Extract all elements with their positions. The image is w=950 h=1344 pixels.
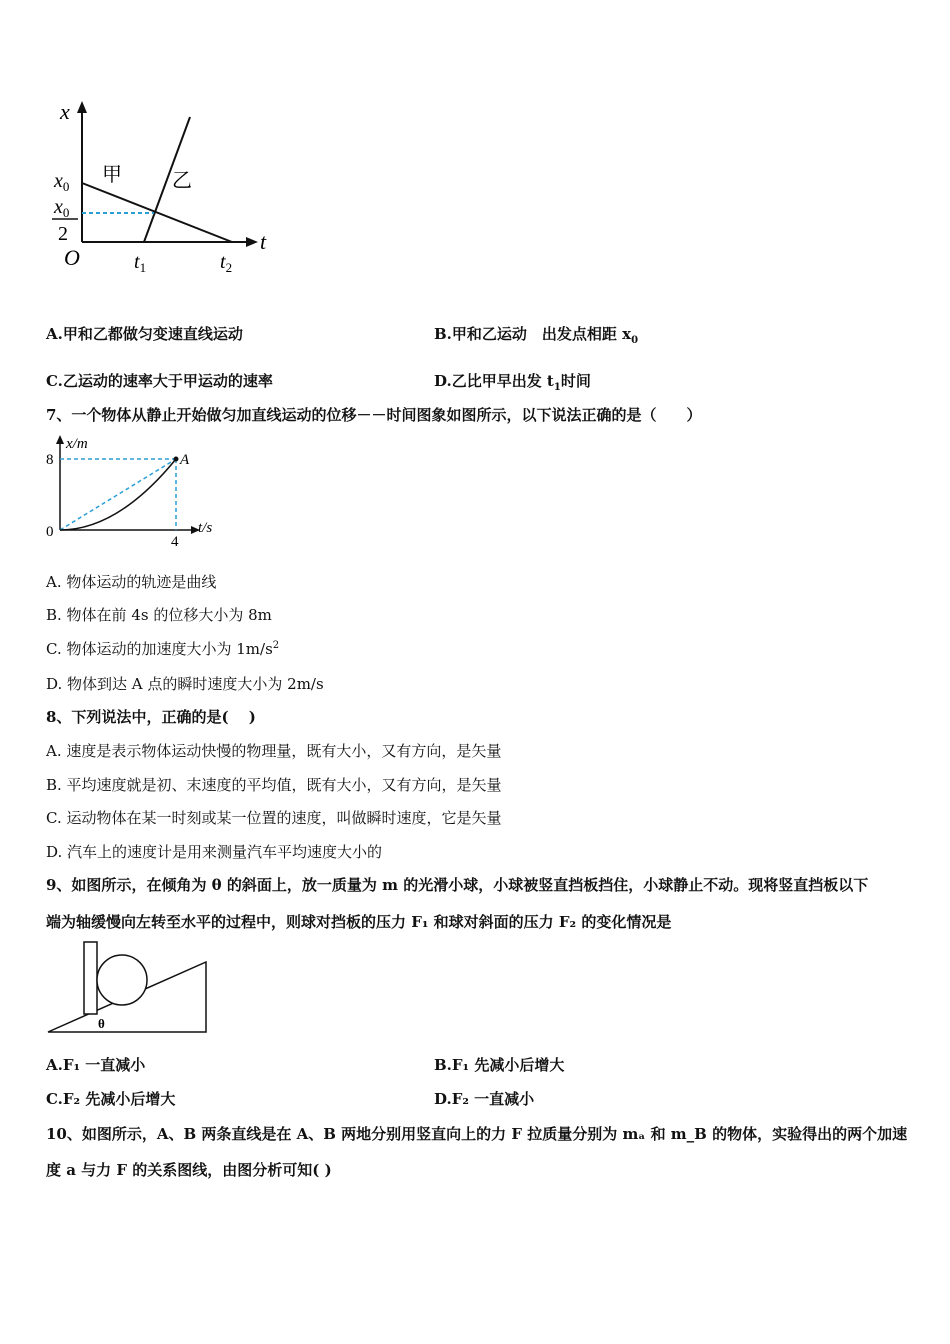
q9-option-b[interactable]: B.F₁ 先减小后增大	[434, 1056, 565, 1074]
half-x0-denominator: 2	[58, 223, 68, 245]
q7-y-axis-arrow	[56, 435, 64, 444]
q6-option-b[interactable]	[434, 323, 638, 346]
q6-option-d-pre: D.乙比甲早出发 t	[434, 372, 554, 390]
figure-incline-ball	[44, 938, 214, 1038]
q7-option-d[interactable]: D. 物体到达 A 点的瞬时速度大小为 2m/s	[46, 675, 324, 693]
q7-y-label: x/m	[66, 436, 88, 452]
q9-option-d[interactable]: D.F₂ 一直减小	[434, 1090, 535, 1108]
q8-option-d[interactable]: D. 汽车上的速度计是用来测量汽车平均速度大小的	[46, 843, 383, 861]
q6-option-b-text: B.甲和乙运动 出发点相距 x	[434, 325, 632, 343]
x-axis-arrow	[77, 101, 87, 113]
yi-label: 乙	[172, 170, 192, 192]
q9-option-a[interactable]: A.F₁ 一直减小	[46, 1056, 146, 1074]
figure-xt-graph	[40, 95, 290, 280]
figure-q7-xt-graph	[40, 432, 230, 552]
q7-guide-diagonal	[60, 459, 176, 530]
q7-stem: 7、一个物体从静止开始做匀加直线运动的位移－－时间图象如图所示，以下说法正确的是（ ）	[46, 406, 702, 424]
q9-option-c[interactable]: C.F₂ 先减小后增大	[46, 1090, 176, 1108]
q6-option-d[interactable]	[434, 370, 591, 393]
jia-label: 甲	[102, 164, 122, 186]
vertical-baffle	[84, 942, 97, 1014]
q7-option-b[interactable]: B. 物体在前 4s 的位移大小为 8m	[46, 606, 272, 624]
q8-stem: 8、下列说法中，正确的是( )	[46, 708, 256, 726]
q6-option-d-sub: 1	[553, 382, 561, 393]
t-axis-label: t	[260, 229, 267, 254]
q7-tick-4: 4	[171, 534, 179, 550]
q7-option-c[interactable]	[46, 638, 279, 659]
origin-label: O	[64, 245, 80, 270]
q8-option-c[interactable]: C. 运动物体在某一时刻或某一位置的速度，叫做瞬时速度，它是矢量	[46, 809, 502, 827]
q6-option-c[interactable]: C.乙运动的速率大于甲运动的速率	[46, 372, 273, 390]
q6-option-a[interactable]: A.甲和乙都做匀变速直线运动	[46, 325, 243, 343]
q8-option-b[interactable]: B. 平均速度就是初、末速度的平均值，既有大小，又有方向，是矢量	[46, 776, 502, 794]
q6-option-b-sub: 0	[631, 335, 639, 346]
t1-label: $t_1$	[134, 251, 147, 275]
q7-point-a	[174, 457, 179, 462]
smooth-ball	[97, 955, 147, 1005]
q10-stem-line1: 10、如图所示，A、B 两条直线是在 A、B 两地分别用竖直向上的力 F 拉质量分别为 mₐ 和 m_B 的物体，实验得出的两个加速	[46, 1125, 908, 1143]
q7-tick-8: 8	[46, 452, 54, 468]
q10-stem-line2: 度 a 与力 F 的关系图线，由图分析可知( )	[46, 1161, 332, 1179]
q7-option-c-sup: 2	[272, 640, 280, 651]
q6-option-d-post: 时间	[560, 372, 591, 390]
t-axis-arrow	[246, 237, 258, 247]
q7-option-a[interactable]: A. 物体运动的轨迹是曲线	[46, 573, 217, 591]
theta-label: θ	[98, 1016, 105, 1031]
q7-point-a-label: A	[180, 452, 190, 468]
t2-label: $t_2$	[220, 251, 233, 275]
q8-option-a[interactable]: A. 速度是表示物体运动快慢的物理量，既有大小，又有方向，是矢量	[46, 742, 502, 760]
q9-stem-line1: 9、如图所示，在倾角为 θ 的斜面上，放一质量为 m 的光滑小球，小球被竖直挡板挡住，小球静止不动。现将竖直挡板以下	[46, 876, 869, 894]
x0-label: $x_0$	[54, 170, 70, 194]
q7-tick-0: 0	[46, 524, 54, 540]
q7-x-label: t/s	[198, 520, 213, 536]
x-axis-label: x	[60, 99, 70, 124]
q9-stem-line2: 端为轴缓慢向左转至水平的过程中，则球对挡板的压力 F₁ 和球对斜面的压力 F₂ 的变化情况是	[46, 913, 672, 931]
q7-option-c-text: C. 物体运动的加速度大小为 1m/s	[46, 640, 273, 658]
half-x0-numerator: $x_0$	[54, 196, 70, 220]
